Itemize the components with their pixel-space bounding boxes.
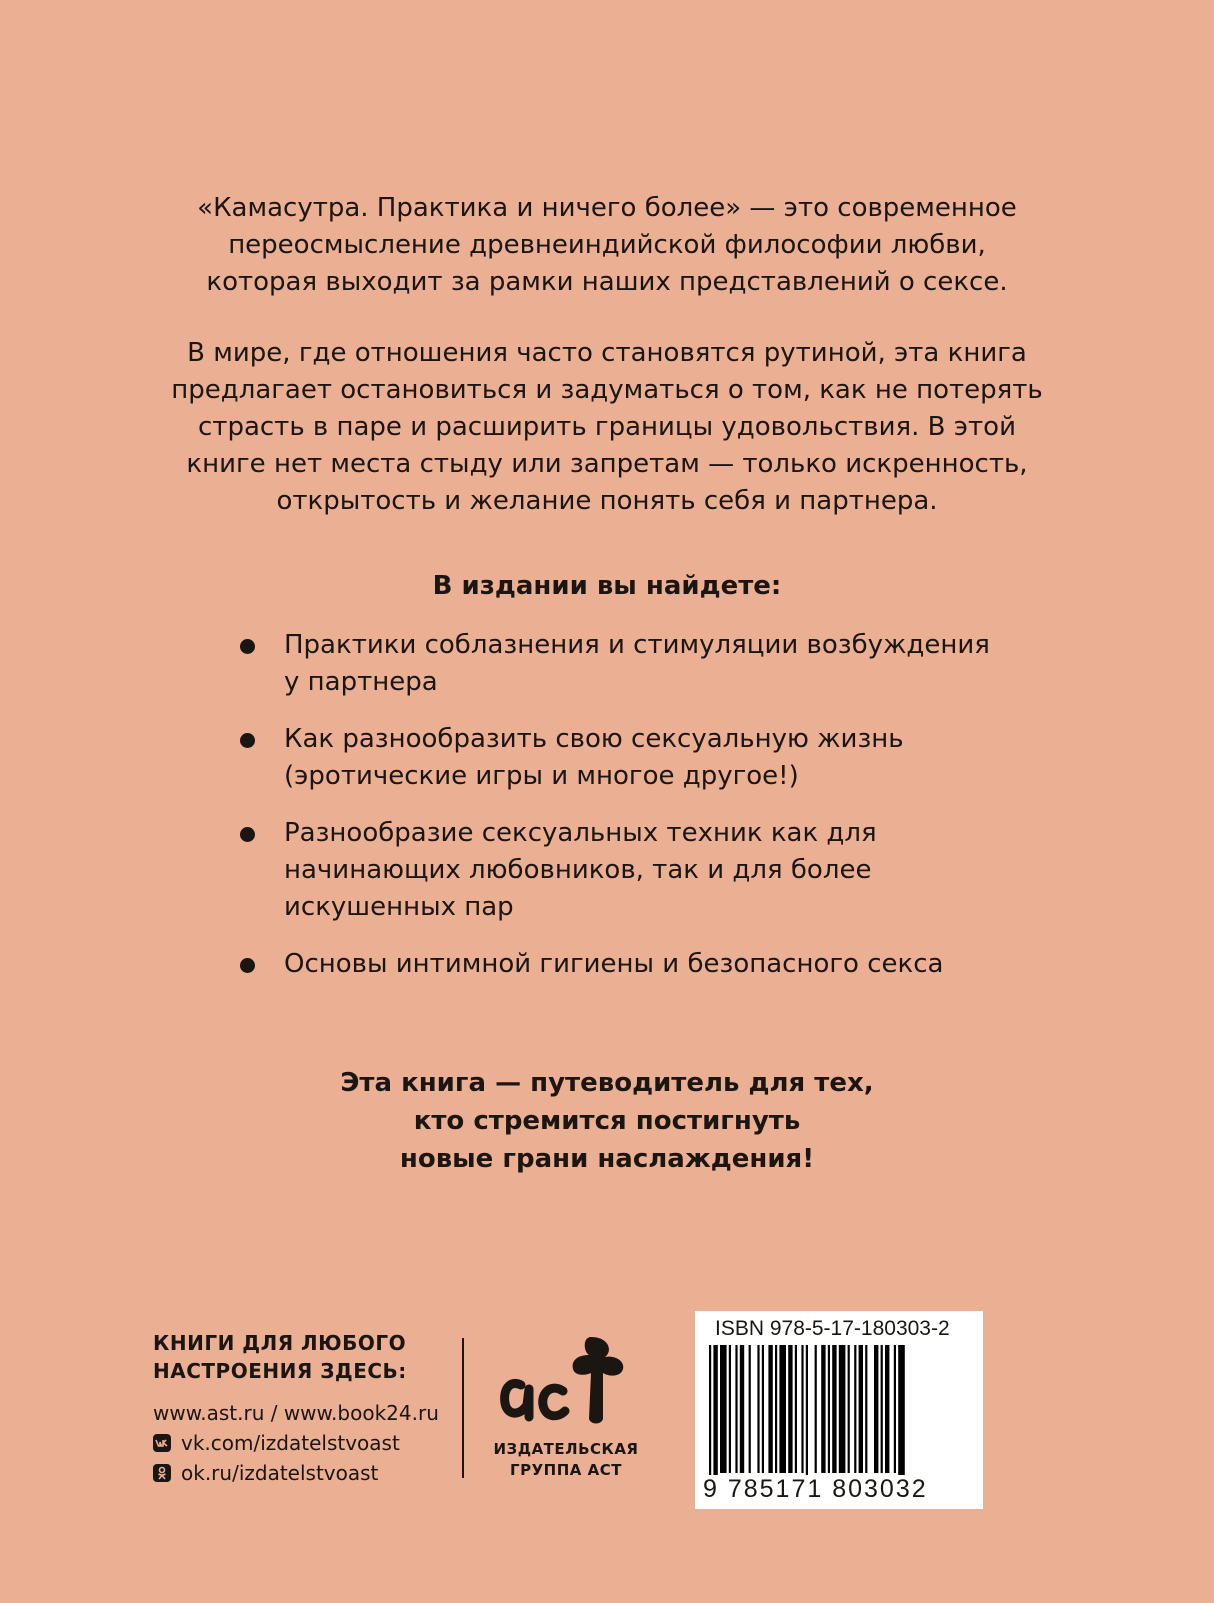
contacts-heading	[153, 1329, 453, 1385]
barcode-bar	[795, 1345, 797, 1473]
barcode-bar	[859, 1345, 863, 1473]
intro-paragraph-2: В мире, где отношения часто становятся рутиной, эта книга предлагает остановиться и задуматься о том, как не потерять страсть в паре и расширить границы удовольствия. В этой книге нет места стыду или запретам — только искренность, открытость и желание понять себя и партнера.	[171, 338, 1043, 516]
barcode-bar	[832, 1345, 836, 1473]
barcode-bar	[775, 1345, 777, 1473]
ast-logo-icon	[491, 1333, 641, 1429]
barcode-bar	[806, 1345, 808, 1495]
barcode-bar	[894, 1345, 896, 1473]
isbn-text: ISBN 978-5-17-180303-2	[715, 1317, 950, 1340]
barcode-bar	[885, 1345, 889, 1473]
publisher-caption-line: ИЗДАТЕЛЬСКАЯ	[493, 1440, 639, 1458]
vk-link[interactable]	[153, 1428, 453, 1458]
barcode-bar	[729, 1345, 731, 1473]
feature-text: Основы интимной гигиены и безопасного секса	[284, 949, 944, 979]
barcode-bars	[709, 1345, 971, 1495]
barcode-bar	[839, 1345, 846, 1473]
publisher-block	[478, 1333, 654, 1481]
barcode-bar	[821, 1345, 825, 1473]
barcode-bar	[854, 1345, 856, 1473]
features-list	[240, 627, 1000, 1003]
barcode-bar	[713, 1345, 717, 1495]
barcode-bar	[898, 1345, 905, 1495]
websites-link[interactable]: www.ast.ru / www.book24.ru	[153, 1401, 439, 1425]
publisher-caption	[478, 1439, 654, 1481]
barcode-bar	[762, 1345, 764, 1473]
barcode-bar	[757, 1345, 759, 1473]
closing-statement	[170, 1064, 1044, 1178]
bullet-icon	[240, 639, 255, 654]
contacts-heading-line: НАСТРОЕНИЯ ЗДЕСЬ:	[153, 1359, 407, 1383]
feature-item	[240, 815, 1000, 926]
barcode-bar	[848, 1345, 850, 1473]
closing-line: кто стремится постигнуть	[413, 1106, 801, 1136]
barcode-bar	[788, 1345, 792, 1473]
feature-text: Практики соблазнения и стимуляции возбуждения у партнера	[284, 630, 990, 697]
feature-text: Разнообразие сексуальных техник как для начинающих любовников, так и для более искушенных пар	[284, 818, 877, 922]
feature-item	[240, 721, 1000, 795]
barcode-bar	[709, 1345, 711, 1495]
barcode-bar	[865, 1345, 867, 1473]
vk-icon	[153, 1434, 171, 1452]
ok-icon	[153, 1464, 171, 1482]
closing-line: новые грани наслаждения!	[399, 1144, 815, 1174]
contacts-heading-line: КНИГИ ДЛЯ ЛЮБОГО	[153, 1331, 407, 1355]
closing-line: Эта книга — путеводитель для тех,	[340, 1068, 874, 1098]
barcode	[695, 1311, 983, 1509]
barcode-bar	[720, 1345, 727, 1473]
barcode-bar	[768, 1345, 772, 1473]
barcode-bar	[874, 1345, 878, 1473]
barcode-bar	[779, 1345, 786, 1473]
barcode-bar	[740, 1345, 744, 1473]
barcode-bar	[801, 1345, 803, 1473]
intro-text	[170, 190, 1044, 554]
divider	[462, 1338, 464, 1478]
bullet-icon	[240, 827, 255, 842]
feature-item	[240, 627, 1000, 701]
bullet-icon	[240, 733, 255, 748]
barcode-bar	[749, 1345, 751, 1473]
barcode-bar	[815, 1345, 817, 1473]
vk-link-text: vk.com/izdatelstvoast	[181, 1431, 400, 1455]
contacts-block	[153, 1329, 453, 1488]
barcode-bar	[881, 1345, 883, 1473]
feature-item	[240, 946, 1000, 983]
ean-text: 9 785171 803032	[699, 1475, 981, 1504]
intro-paragraph-1: «Камасутра. Практика и ничего более» — это современное переосмысление древнеиндийской философии любви, которая выходит за рамки наших представлений о сексе.	[197, 193, 1017, 297]
features-heading: В издании вы найдете:	[432, 571, 782, 601]
ok-link[interactable]	[153, 1458, 453, 1488]
ok-link-text: ok.ru/izdatelstvoast	[181, 1461, 379, 1485]
barcode-bar	[828, 1345, 830, 1473]
bullet-icon	[240, 958, 255, 973]
barcode-bar	[735, 1345, 737, 1473]
publisher-caption-line: ГРУППА АСТ	[510, 1461, 622, 1479]
feature-text: Как разнообразить свою сексуальную жизнь (эротические игры и многое другое!)	[284, 724, 904, 791]
